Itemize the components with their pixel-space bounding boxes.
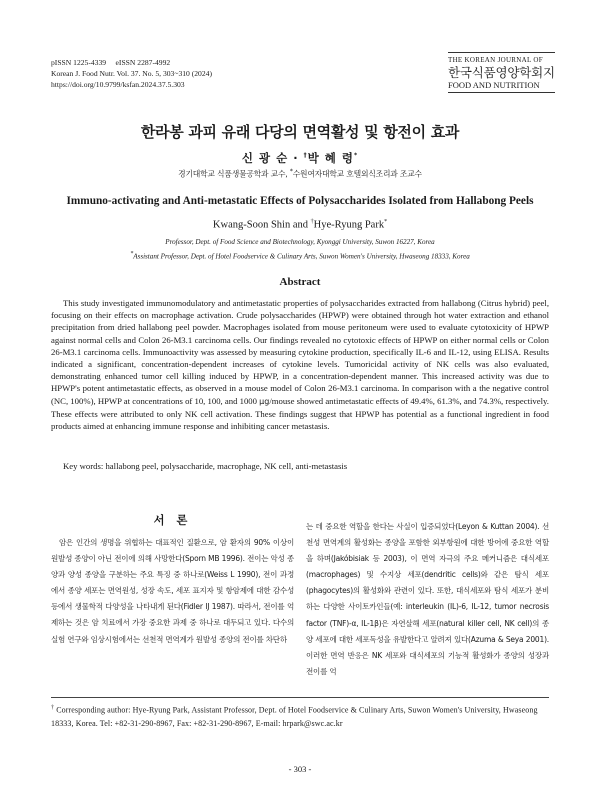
author-ko-2: 박 혜 령 bbox=[307, 151, 354, 165]
affiliation-en-1: Professor, Dept. of Food Science and Biotechnology, Kyonggi University, Suwon 16227, Korea bbox=[165, 238, 435, 246]
intro-text-right-column: 는 데 중요한 역할을 한다는 사실이 입증되었다(Leyon & Kuttan 2004). 선천성 면역계의 활성화는 종양을 포함한 외부항원에 대한 방어에 중요한 역할을 하며(Jakóbisiak 등 2003), 이 면역 자극의 주요 메커니즘은 대식세포(macrophages) 및 수지상 세포(dendritic cells)와 같은 탐식 세포(phagocytes)의 활성화와 관련이 있다. 또한, 대식세포와 탐식 세포가 분비하는 다양한 사이토카인들(예: interleukin (IL)-6, IL-12, tumor necrosis factor (TNF)-α, IL-1β)은 자연살해 세포(natural killer cell, NK cell)의 종양 세포에 대한 세포독성을 유발한다고 알려져 있다(Azuma & Seya 2001). 이러한 면역 반응은 NK 세포와 대식세포의 기능적 활성화가 종양의 성장과 전이를 억 bbox=[306, 522, 549, 676]
affiliation-mark: * bbox=[289, 168, 293, 175]
journal-logo bbox=[448, 52, 555, 93]
footnote-mark: † bbox=[51, 705, 55, 711]
logo-korean-name: 한국식품영양학회지 bbox=[448, 65, 555, 80]
corresponding-mark: † bbox=[310, 219, 314, 225]
affiliation-ko-2: 수원여자대학교 호텔외식조리과 조교수 bbox=[292, 169, 422, 179]
title-korean: 한라봉 과피 유래 다당의 면역활성 및 항전이 효과 bbox=[140, 123, 460, 141]
logo-line-3: FOOD AND NUTRITION bbox=[448, 80, 540, 90]
corresponding-mark: † bbox=[303, 152, 308, 160]
intro-text-left-column: 암은 인간의 생명을 위협하는 대표적인 질환으로, 암 환자의 90% 이상이 원발성 종양이 아닌 전이에 의해 사망한다(Sporn MB 1996). 전이는 악성 종양과 양성 종양을 구분하는 주요 특징 중 하나로(Weiss L 1990), 전이 과정에서 종양 세포는 면역원성, 성장 속도, 세포 표지자 및 항암제에 대한 감수성 등에서 생물학적 다양성을 나타내게 된다(Fidler IJ 1987). 따라서, 전이를 억제하는 것은 암 치료에서 가장 중요한 과제 중 하나로 대두되고 있다. 다수의 실험 연구와 임상시험에서는 선천적 면역계가 원발성 종양의 전이를 차단하 bbox=[51, 538, 294, 644]
abstract-unit: μg bbox=[259, 396, 270, 406]
authors-korean bbox=[0, 150, 600, 166]
affiliation-ko-1: 경기대학교 식품생물공학과 교수, bbox=[178, 169, 290, 179]
doi-link[interactable]: https://doi.org/10.9799/ksfan.2024.37.5.303 bbox=[51, 80, 185, 89]
authors-english bbox=[0, 219, 600, 231]
affiliation-mark: * bbox=[130, 251, 134, 257]
section-heading-introduction: 서 론 bbox=[153, 514, 192, 527]
logo-bottom-rule bbox=[448, 92, 555, 93]
footnote-text: Corresponding author: Hye-Ryung Park, Assistant Professor, Dept. of Hotel Foodservice & Culinary Arts, Suwon Women's University, Hwaseong 18333, Korea. Tel: +82-31-290-8967, Fax: +82-31-290-8967, E-mail: hrpark@swc.ac.kr bbox=[51, 705, 538, 728]
affiliation-mark: * bbox=[384, 219, 388, 225]
keywords: Key words: hallabong peel, polysaccharide, macrophage, NK cell, anti-metastasis bbox=[63, 461, 348, 471]
abstract-text-part-1: This study investigated immunomodulatory and antimetastatic properties of polysaccharides extracted from hallabong (Citrus hybrid) peel, focusing on their effects on macrophage activation. Crude polysaccharides (HPWP) were obtained through hot water extraction and ethanol precipitation from dried hallabong peel powder. Macrophages isolated from mouse peritoneum were used to evaluate cytotoxicity of HPWP against normal cells and Colon 26-M3.1 carcinoma cells. Our findings revealed no cytotoxic effects of HPWP on either normal cells or Colon 26-M3.1 carcinoma cells. Immunoactivity was assessed by measuring cytokine production, specifically IL-6 and IL-12, using ELISA. Results indicated a significant, concentration-dependent increases of cytokine levels. Tumoricidal activity of NK cells was also evaluated, demonstrating enhanced tumor cell killing induced by HPWP, in a concentration-dependent manner. This increased activity was due to HPWP's potent antimetastatic effects, as observed in a mouse model of Colon 26-M3.1 carcinoma. In comparison with a the negative control (NC, 100%), HPWP at concentrations of 10, 100, and 1000 bbox=[51, 298, 549, 406]
affiliation-korean bbox=[0, 168, 600, 180]
abstract-text-part-2: /mouse showed antimetastatic effects of 49.4%, 61.3%, and 74.3%, respectively. These effects were attributed to only NK cell activation. These findings suggest that HPWP has potential as a functional ingredient in food products aimed at enhancing immune response and inhibiting cancer metastasis. bbox=[51, 395, 549, 432]
publication-info bbox=[51, 57, 212, 90]
logo-top-rule bbox=[448, 52, 555, 53]
abstract-text bbox=[51, 297, 549, 432]
affiliation-en-2: Assistant Professor, Dept. of Hotel Foodservice & Culinary Arts, Suwon Women's University, Hwaseong 18333, Korea bbox=[133, 252, 470, 261]
issn-line: pISSN 1225-4339 eISSN 2287-4992 bbox=[51, 58, 171, 67]
affiliation-mark: * bbox=[353, 152, 359, 160]
corresponding-author-footnote bbox=[51, 702, 549, 730]
author-en-1: Kwang-Soon Shin and bbox=[212, 219, 311, 231]
abstract-heading: Abstract bbox=[279, 276, 321, 288]
author-en-2: Hye-Ryung Park bbox=[313, 219, 385, 231]
citation-line: Korean J. Food Nutr. Vol. 37. No. 5, 303~310 (2024) bbox=[51, 69, 212, 78]
page-number: - 303 - bbox=[288, 764, 312, 774]
author-ko-1: 신 광 순 · bbox=[241, 151, 304, 165]
logo-line-1: THE KOREAN JOURNAL OF bbox=[448, 56, 543, 64]
title-english: Immuno-activating and Anti-metastatic Effects of Polysaccharides Isolated from Hallabong Peels bbox=[66, 195, 534, 207]
footnote-divider bbox=[51, 697, 549, 698]
affiliation-english bbox=[0, 236, 600, 262]
